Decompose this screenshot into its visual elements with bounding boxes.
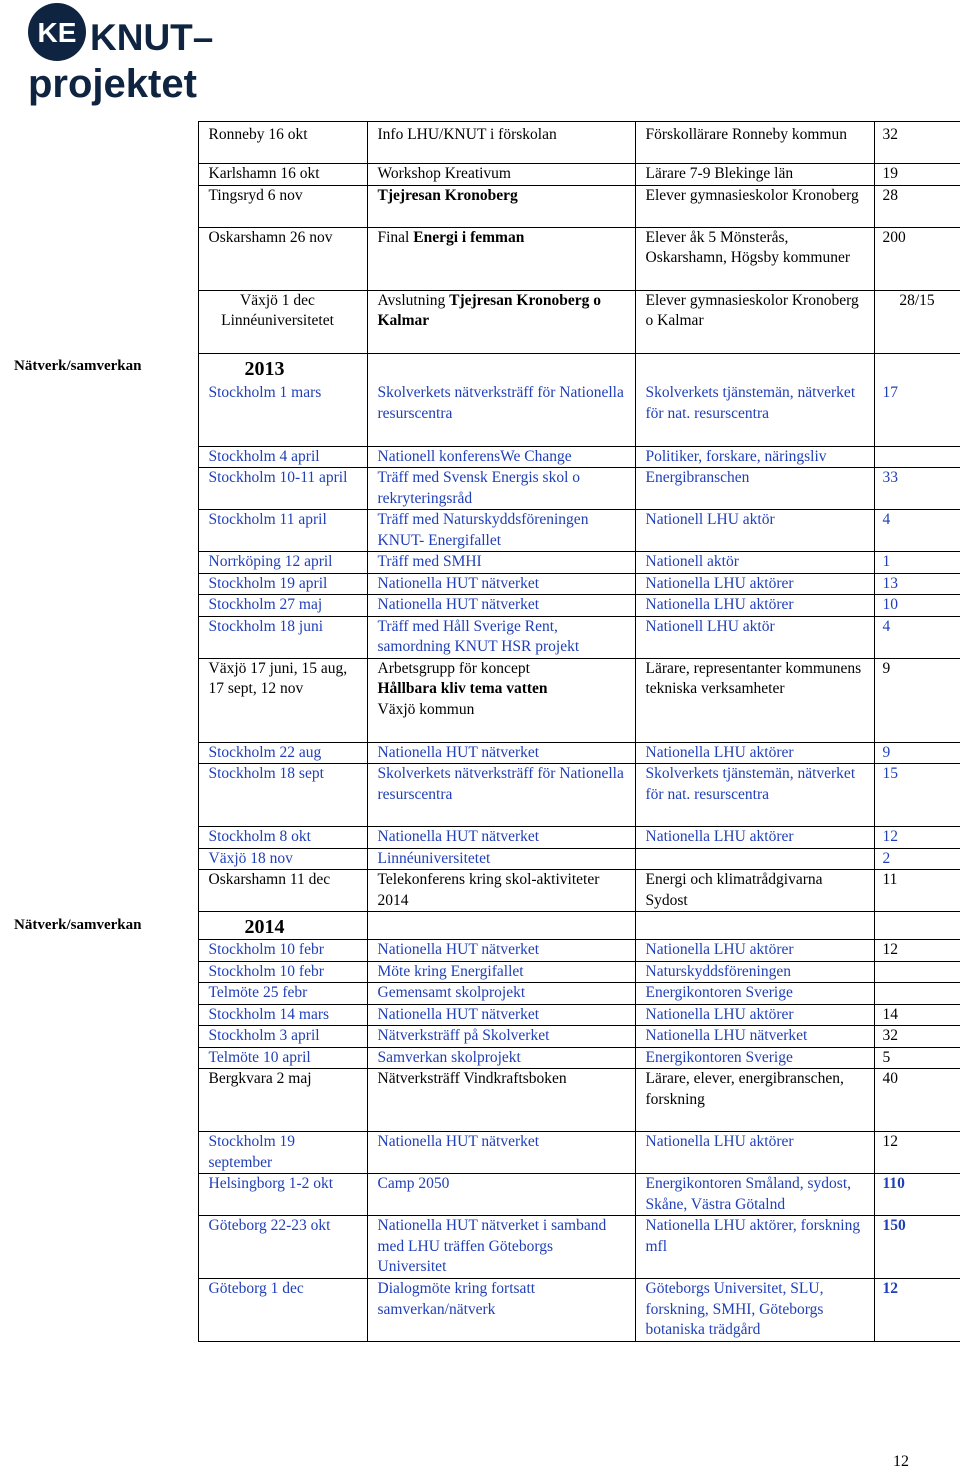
section-label	[0, 552, 198, 574]
table-row	[0, 227, 960, 290]
section-label	[0, 764, 198, 827]
count-cell: 28/15	[874, 290, 960, 353]
table-row	[0, 164, 960, 186]
table-row	[0, 764, 960, 827]
target-cell: Elever åk 5 Mönsterås, Oskarshamn, Högsby kommuner	[635, 227, 874, 290]
count-cell: 9	[874, 658, 960, 742]
empty-cell	[367, 912, 635, 940]
place-cell: Göteborg 1 dec	[198, 1279, 367, 1342]
section-label	[0, 961, 198, 983]
place-cell: Växjö 18 nov	[198, 848, 367, 870]
count-cell	[874, 446, 960, 468]
activity-cell: Nätverksträff på Skolverket	[367, 1026, 635, 1048]
activity-cell: Dialogmöte kring fortsatt samverkan/nätverk	[367, 1279, 635, 1342]
activity-cell: Nätverksträff Vindkraftsboken	[367, 1069, 635, 1132]
table-row	[0, 983, 960, 1005]
activity-cell: Samverkan skolprojekt	[367, 1047, 635, 1069]
section-label	[0, 573, 198, 595]
target-cell: Nationell LHU aktör	[635, 510, 874, 552]
target-cell: Nationella LHU aktörer	[635, 742, 874, 764]
count-cell: 10	[874, 595, 960, 617]
activity-cell: Linnéuniversitetet	[367, 848, 635, 870]
section-label	[0, 227, 198, 290]
section-label	[0, 1047, 198, 1069]
count-cell: 2	[874, 848, 960, 870]
place-cell: Stockholm 22 aug	[198, 742, 367, 764]
place-cell: Växjö 1 dec Linnéuniversitetet	[198, 290, 367, 353]
activity-cell: Telekonferens kring skol-aktiviteter 2014	[367, 870, 635, 912]
count-cell: 200	[874, 227, 960, 290]
count-cell: 12	[874, 1132, 960, 1174]
table-row	[0, 185, 960, 227]
table-row	[0, 1132, 960, 1174]
table-row	[0, 290, 960, 353]
table-row	[0, 658, 960, 742]
count-cell: 14	[874, 1004, 960, 1026]
target-cell: Nationella LHU aktörer, forskning mfl	[635, 1216, 874, 1279]
table-row	[0, 1069, 960, 1132]
activity-bold: Energi i femman	[413, 228, 525, 246]
empty-cell	[874, 353, 960, 383]
empty-cell	[367, 353, 635, 383]
year-heading: 2013	[244, 357, 285, 380]
section-label	[0, 983, 198, 1005]
table-row	[0, 940, 960, 962]
section-label	[0, 383, 198, 446]
activity-cell: Nationella HUT nätverket	[367, 827, 635, 849]
activity-cell	[367, 227, 635, 290]
count-cell: 12	[874, 827, 960, 849]
target-cell: Politiker, forskare, näringsliv	[635, 446, 874, 468]
activity-cell: Gemensamt skolprojekt	[367, 983, 635, 1005]
activity-cell: Träff med Naturskyddsföreningen KNUT- Energifallet	[367, 510, 635, 552]
count-cell: 5	[874, 1047, 960, 1069]
table-row	[0, 122, 960, 164]
place-cell: Stockholm 19 april	[198, 573, 367, 595]
activity-cell: Nationella HUT nätverket	[367, 1004, 635, 1026]
table-row	[0, 573, 960, 595]
count-cell: 110	[874, 1174, 960, 1216]
activity-cell: Nationella HUT nätverket	[367, 595, 635, 617]
place-cell: Stockholm 14 mars	[198, 1004, 367, 1026]
place-cell: Stockholm 3 april	[198, 1026, 367, 1048]
count-cell: 15	[874, 764, 960, 827]
table-row	[0, 1004, 960, 1026]
place-cell: Stockholm 18 juni	[198, 616, 367, 658]
place-cell: Oskarshamn 26 nov	[198, 227, 367, 290]
target-cell: Energikontoren Sverige	[635, 983, 874, 1005]
place-cell: Telmöte 10 april	[198, 1047, 367, 1069]
section-label	[0, 742, 198, 764]
place-cell: Karlshamn 16 okt	[198, 164, 367, 186]
count-cell: 12	[874, 940, 960, 962]
target-cell: Lärare 7-9 Blekinge län	[635, 164, 874, 186]
activity-cell: Camp 2050	[367, 1174, 635, 1216]
count-cell	[874, 961, 960, 983]
target-cell: Förskollärare Ronneby kommun	[635, 122, 874, 164]
target-cell: Elever gymnasieskolor Kronoberg	[635, 185, 874, 227]
empty-cell	[635, 912, 874, 940]
section-label	[0, 1026, 198, 1048]
table-row	[0, 827, 960, 849]
target-cell: Skolverkets tjänstemän, nätverket för nat. resurscentra	[635, 383, 874, 446]
section-label	[0, 1132, 198, 1174]
activity-cell: Nationella HUT nätverket	[367, 1132, 635, 1174]
target-cell: Nationella LHU aktörer	[635, 1132, 874, 1174]
activity-cell: Nationella HUT nätverket	[367, 742, 635, 764]
activity-cell: Träff med SMHI	[367, 552, 635, 574]
knut-logo	[28, 2, 228, 107]
section-label	[0, 1216, 198, 1279]
empty-cell	[874, 912, 960, 940]
place-cell: Växjö 17 juni, 15 aug, 17 sept, 12 nov	[198, 658, 367, 742]
target-cell: Nationella LHU aktörer	[635, 1004, 874, 1026]
section-label	[0, 848, 198, 870]
target-cell: Energi och klimatrådgivarna Sydost	[635, 870, 874, 912]
section-label	[0, 164, 198, 186]
target-cell: Energikontoren Sverige	[635, 1047, 874, 1069]
year-heading-cell	[198, 912, 367, 940]
table-row	[0, 552, 960, 574]
target-cell: Göteborgs Universitet, SLU, forskning, SMHI, Göteborgs botaniska trädgård	[635, 1279, 874, 1342]
target-cell	[635, 848, 874, 870]
section-label	[0, 658, 198, 742]
count-cell: 40	[874, 1069, 960, 1132]
section-label: Nätverk/samverkan	[14, 358, 142, 374]
target-cell: Nationella LHU aktörer	[635, 595, 874, 617]
table-row	[0, 1216, 960, 1279]
table-row	[0, 1279, 960, 1342]
place-cell: Helsingborg 1-2 okt	[198, 1174, 367, 1216]
place-cell: Stockholm 18 sept	[198, 764, 367, 827]
target-cell: Skolverkets tjänstemän, nätverket för nat. resurscentra	[635, 764, 874, 827]
target-cell: Nationella LHU aktörer	[635, 573, 874, 595]
target-cell: Nationell LHU aktör	[635, 616, 874, 658]
empty-cell	[635, 353, 874, 383]
target-cell: Lärare, representanter kommunens tekniska verksamheter	[635, 658, 874, 742]
count-cell: 12	[874, 1279, 960, 1342]
activity-line: Arbetsgrupp för koncept	[377, 659, 530, 677]
count-cell: 33	[874, 468, 960, 510]
place-cell: Stockholm 10 febr	[198, 940, 367, 962]
section-label	[0, 122, 198, 164]
activity-cell: Möte kring Energifallet	[367, 961, 635, 983]
section-label	[0, 1069, 198, 1132]
activity-cell: Träff med Håll Sverige Rent, samordning KNUT HSR projekt	[367, 616, 635, 658]
count-cell	[874, 983, 960, 1005]
place-cell: Stockholm 1 mars	[198, 383, 367, 446]
activity-cell	[367, 658, 635, 742]
section-label	[0, 870, 198, 912]
target-cell: Nationella LHU aktörer	[635, 940, 874, 962]
section-label	[0, 827, 198, 849]
activity-table	[0, 121, 960, 1342]
count-cell: 1	[874, 552, 960, 574]
section-label	[0, 940, 198, 962]
place-cell: Stockholm 10 febr	[198, 961, 367, 983]
count-cell: 17	[874, 383, 960, 446]
logo-text-bottom: projektet	[28, 62, 197, 106]
year-heading: 2014	[244, 916, 285, 938]
target-cell: Nationell aktör	[635, 552, 874, 574]
table-row	[0, 446, 960, 468]
section-label	[0, 510, 198, 552]
logo-badge-text: KE	[37, 17, 77, 48]
place-cell: Tingsryd 6 nov	[198, 185, 367, 227]
target-cell: Energikontoren Småland, sydost, Skåne, Västra Götalnd	[635, 1174, 874, 1216]
activity-cell: Träff med Svensk Energis skol o rekryteringsråd	[367, 468, 635, 510]
place-cell: Ronneby 16 okt	[198, 122, 367, 164]
count-cell: 13	[874, 573, 960, 595]
count-cell: 4	[874, 510, 960, 552]
section-label	[0, 1004, 198, 1026]
activity-cell: Skolverkets nätverksträff för Nationella resurscentra	[367, 764, 635, 827]
activity-line: Växjö kommun	[377, 700, 475, 718]
activity-line: Hållbara kliv tema vatten	[377, 680, 548, 697]
activity-cell	[367, 290, 635, 353]
place-cell: Stockholm 27 maj	[198, 595, 367, 617]
table-row	[0, 742, 960, 764]
activity-cell: Nationella HUT nätverket	[367, 940, 635, 962]
target-cell: Naturskyddsföreningen	[635, 961, 874, 983]
activity-cell: Nationell konferensWe Change	[367, 446, 635, 468]
target-cell: Lärare, elever, energibranschen, forskning	[635, 1069, 874, 1132]
count-cell: 32	[874, 122, 960, 164]
place-cell: Stockholm 10-11 april	[198, 468, 367, 510]
activity-prefix: Avslutning	[377, 291, 450, 309]
section-label	[0, 468, 198, 510]
activity-cell: Nationella HUT nätverket	[367, 573, 635, 595]
page-number: 12	[893, 1453, 909, 1470]
year-heading-cell	[198, 353, 367, 383]
place-cell: Stockholm 8 okt	[198, 827, 367, 849]
activity-prefix: Final	[377, 228, 414, 246]
count-cell: 11	[874, 870, 960, 912]
activity-bold: Tjejresan Kronoberg o Kalmar	[377, 291, 601, 329]
table-row	[0, 1026, 960, 1048]
section-label	[0, 290, 198, 353]
place-cell: Oskarshamn 11 dec	[198, 870, 367, 912]
count-cell: 28	[874, 185, 960, 227]
count-cell: 19	[874, 164, 960, 186]
section-header-row	[0, 353, 960, 383]
place-cell: Stockholm 19 september	[198, 1132, 367, 1174]
place-cell: Norrköping 12 april	[198, 552, 367, 574]
place-cell: Telmöte 25 febr	[198, 983, 367, 1005]
section-label	[0, 1279, 198, 1342]
section-header-row	[0, 912, 960, 940]
count-cell: 9	[874, 742, 960, 764]
table-row	[0, 468, 960, 510]
target-cell: Nationella LHU nätverket	[635, 1026, 874, 1048]
count-cell: 4	[874, 616, 960, 658]
place-cell: Göteborg 22-23 okt	[198, 1216, 367, 1279]
table-row	[0, 848, 960, 870]
section-label	[0, 185, 198, 227]
count-cell: 150	[874, 1216, 960, 1279]
section-label	[0, 1174, 198, 1216]
section-label: Nätverk/samverkan	[14, 916, 142, 933]
place-cell: Bergkvara 2 maj	[198, 1069, 367, 1132]
table-row	[0, 1047, 960, 1069]
table-row	[0, 510, 960, 552]
place-cell: Stockholm 4 april	[198, 446, 367, 468]
activity-cell: Tjejresan Kronoberg	[367, 185, 635, 227]
table-row	[0, 870, 960, 912]
section-label	[0, 595, 198, 617]
target-cell: Elever gymnasieskolor Kronoberg o Kalmar	[635, 290, 874, 353]
section-label	[0, 616, 198, 658]
table-row	[0, 961, 960, 983]
target-cell: Nationella LHU aktörer	[635, 827, 874, 849]
activity-cell: Workshop Kreativum	[367, 164, 635, 186]
section-label	[0, 446, 198, 468]
activity-cell: Skolverkets nätverksträff för Nationella resurscentra	[367, 383, 635, 446]
table-row	[0, 595, 960, 617]
target-cell: Energibranschen	[635, 468, 874, 510]
place-cell: Stockholm 11 april	[198, 510, 367, 552]
table-row	[0, 383, 960, 446]
table-row	[0, 616, 960, 658]
table-row	[0, 1174, 960, 1216]
activity-cell: Info LHU/KNUT i förskolan	[367, 122, 635, 164]
activity-cell: Nationella HUT nätverket i samband med LHU träffen Göteborgs Universitet	[367, 1216, 635, 1279]
logo-text-top: KNUT–	[90, 17, 214, 58]
count-cell: 32	[874, 1026, 960, 1048]
